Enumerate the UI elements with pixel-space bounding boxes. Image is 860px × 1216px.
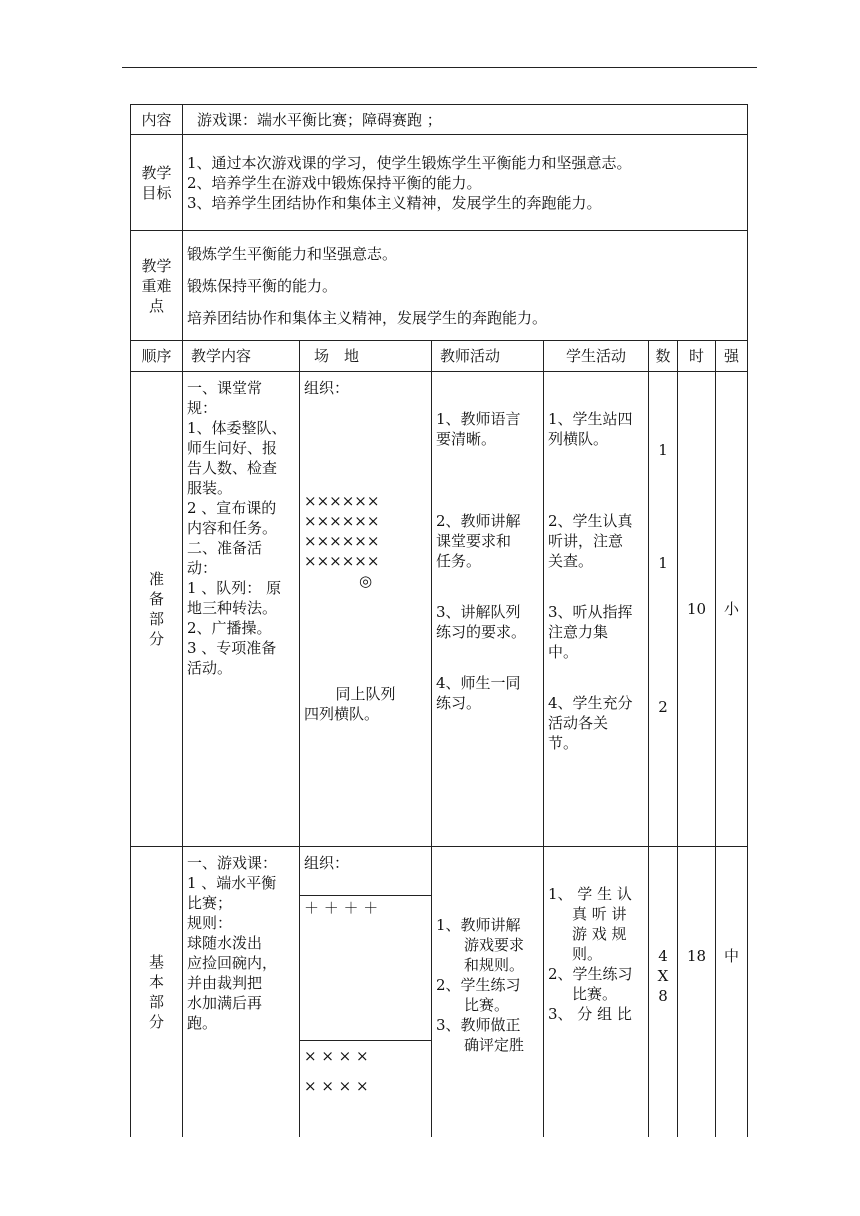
- field-org-label: 组织：: [304, 379, 350, 397]
- objectives-row: [131, 135, 748, 231]
- col-field: 场 地: [300, 341, 432, 372]
- basic-teacher: 1、教师讲解 游戏要求 和规则。 2、学生练习 比赛。 3、教师做正 确评定胜: [432, 847, 544, 1137]
- prep-row: [131, 372, 748, 847]
- keypoint-item: 锻炼学生平衡能力和坚强意志。: [187, 244, 398, 263]
- content-row: [131, 105, 748, 135]
- header-rule: [122, 67, 757, 68]
- prep-student: 1、学生站四 列横队。 2、学生认真 听讲，注意 关查。 3、听从指挥 注意力集 中。 4、学生充分 活动各关 节。: [544, 372, 649, 847]
- col-order: 顺序: [131, 341, 183, 372]
- col-intensity: 强: [716, 341, 748, 372]
- objectives-cell: [183, 135, 748, 231]
- content-label: 内容: [131, 105, 183, 135]
- prep-count: 1 1 2: [649, 372, 678, 847]
- keypoint-item: 培养团结协作和集体主义精神，发展学生的奔跑能力。: [187, 308, 548, 327]
- prep-time: 10: [678, 372, 716, 847]
- col-count: 数: [649, 341, 678, 372]
- basic-content: 一、游戏课： 1 、端水平衡 比赛； 规则： 球随水泼出 应捡回碗内， 并由裁判把 水加满后再 跑。: [183, 847, 300, 1137]
- basic-count: 4 X 8: [649, 847, 678, 1137]
- col-teacher: 教师活动: [432, 341, 544, 372]
- col-content: 教学内容: [183, 341, 300, 372]
- basic-row: [131, 847, 748, 1137]
- objective-item: 3、培养学生团结协作和集体主义精神，发展学生的奔跑能力。: [187, 193, 602, 212]
- basic-intensity: 中: [716, 847, 748, 1137]
- objective-item: 1、通过本次游戏课的学习，使学生锻炼学生平衡能力和坚强意志。: [187, 153, 632, 172]
- formation-row: ××××××: [304, 552, 380, 570]
- basic-section-label: 基 本 部 分: [131, 847, 183, 1137]
- field-note: 四列横队。: [304, 705, 380, 723]
- x-row: × × × ×: [304, 1047, 369, 1065]
- prep-section-label: 准 备 部 分: [131, 372, 183, 847]
- basic-student: 1、 学 生 认 真 听 讲 游 戏 规 则。 2、学生练习 比赛。 3、 分 组 比: [544, 847, 649, 1137]
- formation-row: ××××××: [304, 492, 380, 510]
- basic-time: 18: [678, 847, 716, 1137]
- prep-field: [300, 372, 432, 847]
- keypoints-row: [131, 231, 748, 341]
- lesson-plan-table: [130, 104, 748, 1137]
- field-note: 同上队列: [335, 685, 396, 703]
- content-value: 游戏课：端水平衡比赛；障碍赛跑 ；: [183, 105, 748, 135]
- keypoint-item: 锻炼保持平衡的能力。: [187, 276, 338, 295]
- formation-row: ××××××: [304, 532, 380, 550]
- keypoints-label: 教学重难点: [131, 231, 183, 341]
- objectives-label: 教学目标: [131, 135, 183, 231]
- objective-item: 2、培养学生在游戏中锻炼保持平衡的能力。: [187, 173, 482, 192]
- plus-row: ＋ ＋ ＋ ＋: [304, 899, 379, 917]
- prep-intensity: 小: [716, 372, 748, 847]
- x-row: × × × ×: [304, 1077, 369, 1095]
- column-header-row: [131, 341, 748, 372]
- prep-content: 一、课堂常 规： 1、体委整队、 师生问好、报 告人数、检查 服装。 2 、宣布课的 内容和任务。 二、准备活 动： 1 、队列： 原 地三种转法。 2、广播操。 3 、专项准备 活动。: [183, 372, 300, 847]
- keypoints-cell: [183, 231, 748, 341]
- basic-field: [300, 847, 432, 1137]
- col-time: 时: [678, 341, 716, 372]
- formation-row: ××××××: [304, 512, 380, 530]
- field-org-label: 组织：: [304, 854, 350, 872]
- col-student: 学生活动: [544, 341, 649, 372]
- prep-teacher: 1、教师语言 要清晰。 2、教师讲解 课堂要求和 任务。 3、讲解队列 练习的要求。 4、师生一同 练习。: [432, 372, 544, 847]
- teacher-position-mark: ◎: [358, 572, 373, 590]
